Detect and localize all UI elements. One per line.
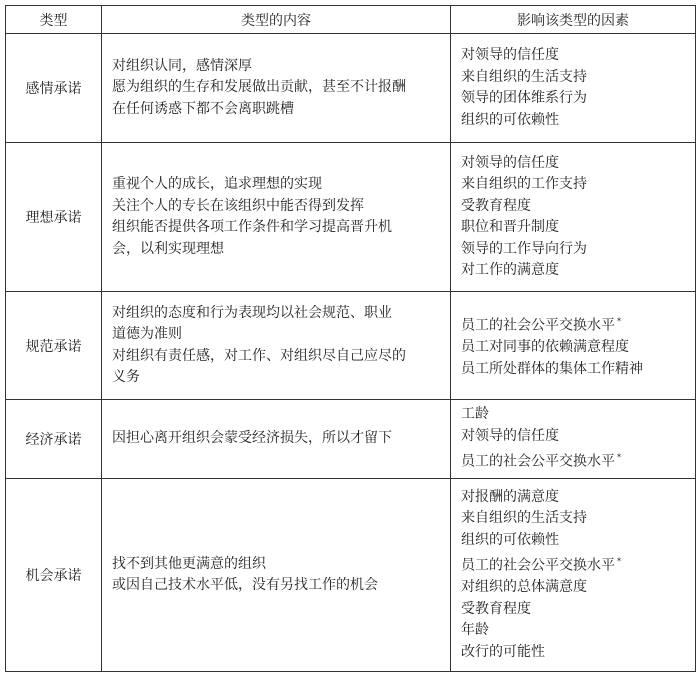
factor-text: 对领导的信任度 xyxy=(461,154,559,171)
factor-text: 来自组织的工作支持 xyxy=(461,176,587,192)
factor-line xyxy=(461,260,689,282)
table-header-row xyxy=(6,6,696,34)
content-line: 道德为准则 xyxy=(112,326,182,342)
content-line: 愿为组织的生存和发展做出贡献，甚至不计报酬 xyxy=(112,79,406,96)
factor-line xyxy=(461,642,689,664)
commitment-table-container xyxy=(5,5,695,676)
factor-line xyxy=(461,217,689,239)
factor-line xyxy=(461,311,689,337)
content-line: 组织能否提供各项工作条件和学习提高晋升机 xyxy=(112,219,392,235)
factor-line xyxy=(461,196,689,218)
table-row xyxy=(6,143,696,292)
factor-text: 领导的团体维系行为 xyxy=(461,90,587,106)
factor-line xyxy=(461,487,689,509)
content-line: 对组织认同，感情深厚 xyxy=(112,57,252,74)
influencing-factors-cell xyxy=(451,479,696,672)
content-line: 会，以利实现理想 xyxy=(112,240,224,257)
factor-text: 员工所处群体的集体工作精神 xyxy=(461,360,643,377)
commitment-type-cell: 规范承诺 xyxy=(6,292,102,400)
table-row xyxy=(6,34,696,143)
type-content-cell xyxy=(102,400,451,479)
factor-text: 员工对同事的依赖满意程度 xyxy=(461,339,629,356)
factor-text: 员工的社会公平交换水平 xyxy=(461,317,615,334)
factor-line xyxy=(461,447,689,473)
factor-text: 领导的工作导向行为 xyxy=(461,240,587,257)
influencing-factors-cell xyxy=(451,292,696,400)
content-line: 对组织的态度和行为表现均以社会规范、职业 xyxy=(112,304,392,321)
influencing-factors-cell xyxy=(451,400,696,479)
factor-line xyxy=(461,110,689,132)
factor-line xyxy=(461,577,689,599)
content-line: 或因自己技术水平低，没有另找工作的机会 xyxy=(112,577,378,593)
factor-line xyxy=(461,239,689,261)
factor-line xyxy=(461,426,689,448)
footnote-mark: * xyxy=(617,316,621,326)
factor-text: 受教育程度 xyxy=(461,197,531,214)
content-line: 在任何诱惑下都不会离职跳槽 xyxy=(112,100,294,117)
type-content-cell xyxy=(102,34,451,143)
factor-line xyxy=(461,67,689,89)
header-type: 类型 xyxy=(6,6,102,34)
factor-line xyxy=(461,45,689,67)
footnote-mark: * xyxy=(617,453,621,463)
factor-text: 组织的可依赖性 xyxy=(461,111,559,128)
content-line: 重视个人的成长，追求理想的实现 xyxy=(112,176,322,192)
factor-text: 工龄 xyxy=(461,406,489,423)
factor-line xyxy=(461,359,689,381)
factor-line xyxy=(461,620,689,642)
factor-text: 来自组织的生活支持 xyxy=(461,68,587,85)
factor-text: 改行的可能性 xyxy=(461,643,545,660)
content-line: 找不到其他更满意的组织 xyxy=(112,555,266,572)
footnote-mark: * xyxy=(617,557,621,567)
factor-text: 员工的社会公平交换水平 xyxy=(461,557,615,574)
table-row xyxy=(6,292,696,400)
factor-text: 受教育程度 xyxy=(461,600,531,617)
content-line: 因担心离开组织会蒙受经济损失，所以才留下 xyxy=(112,430,392,447)
factor-line xyxy=(461,508,689,530)
table-body xyxy=(6,34,696,672)
factor-line xyxy=(461,153,689,175)
commitment-type-cell: 理想承诺 xyxy=(6,143,102,292)
commitment-type-cell: 感情承诺 xyxy=(6,34,102,143)
content-line: 义务 xyxy=(112,369,140,385)
header-content: 类型的内容 xyxy=(102,6,451,34)
factor-line xyxy=(461,599,689,621)
table-row xyxy=(6,479,696,672)
type-content-cell xyxy=(102,479,451,672)
factor-line xyxy=(461,88,689,110)
factor-text: 职位和晋升制度 xyxy=(461,219,559,235)
factor-text: 年龄 xyxy=(461,622,489,639)
factor-line xyxy=(461,337,689,359)
factor-text: 对组织的总体满意度 xyxy=(461,579,587,596)
type-content-cell xyxy=(102,143,451,292)
factor-text: 来自组织的生活支持 xyxy=(461,510,587,527)
factor-text: 员工的社会公平交换水平 xyxy=(461,454,615,471)
commitment-types-table xyxy=(5,5,696,672)
factor-text: 组织的可依赖性 xyxy=(461,531,559,548)
influencing-factors-cell xyxy=(451,34,696,143)
factor-line xyxy=(461,530,689,552)
influencing-factors-cell xyxy=(451,143,696,292)
factor-line xyxy=(461,551,689,577)
factor-text: 对领导的信任度 xyxy=(461,47,559,63)
type-content-cell xyxy=(102,292,451,400)
content-line: 对组织有责任感，对工作、对组织尽自己应尽的 xyxy=(112,347,406,364)
factor-line xyxy=(461,404,689,426)
factor-text: 对领导的信任度 xyxy=(461,427,559,444)
table-row xyxy=(6,400,696,479)
header-factors: 影响该类型的因素 xyxy=(451,6,696,34)
factor-text: 对报酬的满意度 xyxy=(461,488,559,505)
commitment-type-cell: 机会承诺 xyxy=(6,479,102,672)
content-line: 关注个人的专长在该组织中能否得到发挥 xyxy=(112,197,364,214)
commitment-type-cell: 经济承诺 xyxy=(6,400,102,479)
factor-text: 对工作的满意度 xyxy=(461,262,559,278)
factor-line xyxy=(461,174,689,196)
